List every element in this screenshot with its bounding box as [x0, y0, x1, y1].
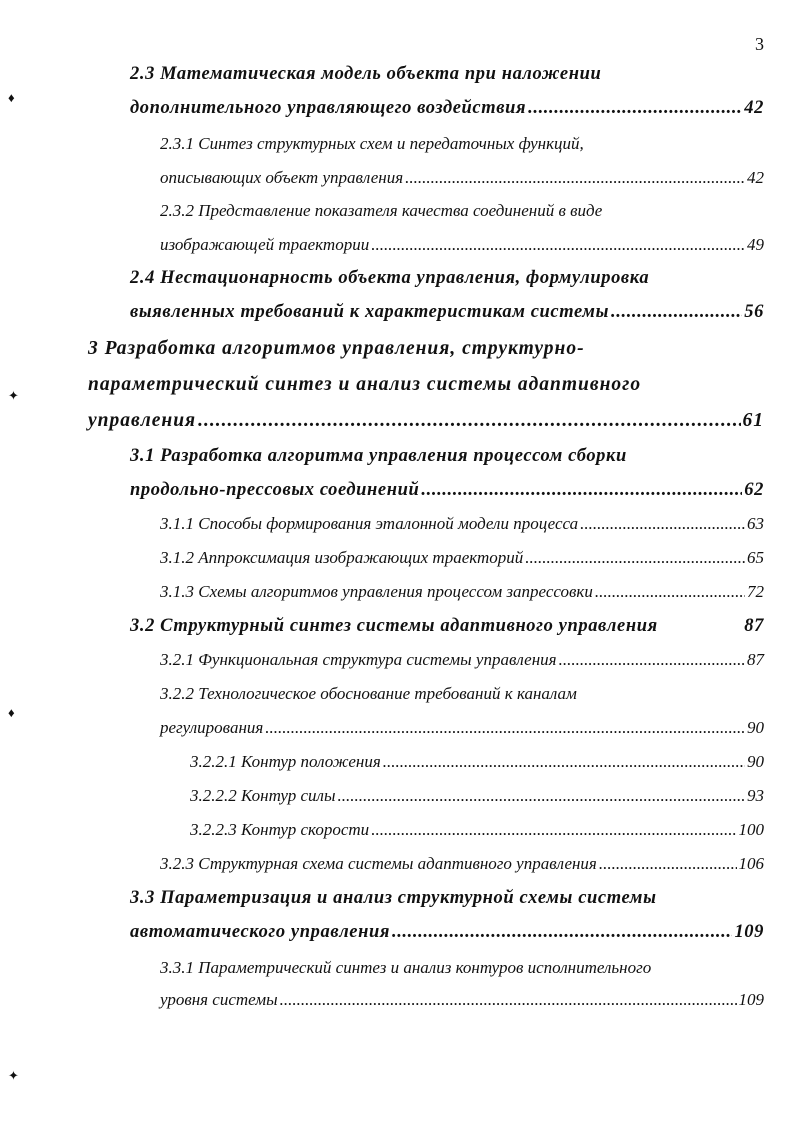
toc-entry-text: выявленных требований к характеристикам системы: [130, 302, 610, 322]
toc-entry-text: управления: [88, 410, 197, 431]
toc-entry-3-2[interactable]: [130, 616, 764, 637]
toc-entry-text: 3.1 Разработка алгоритма управления процессом сборки: [130, 446, 627, 466]
toc-entry-2-3-2-line2[interactable]: [160, 235, 764, 255]
toc-leader-dots: [265, 718, 745, 738]
toc-entry-3-2-2-line1[interactable]: [160, 684, 577, 704]
punch-mark-icon: ✦: [8, 388, 19, 403]
toc-page-number: 61: [742, 410, 764, 431]
toc-entry-text: описывающих объект управления: [160, 168, 404, 187]
toc-entry-3-1-2[interactable]: [160, 548, 764, 568]
punch-mark-icon: ♦: [8, 90, 15, 105]
toc-leader-dots: [383, 752, 745, 772]
toc-leader-dots: [405, 168, 745, 188]
toc-page-number: 93: [747, 786, 764, 805]
toc-entry-text: параметрический синтез и анализ системы адаптивного: [88, 374, 642, 395]
toc-entry-text: 3.3.1 Параметрический синтез и анализ контуров исполнительного: [160, 958, 652, 977]
toc-entry-text: 3.2 Структурный синтез системы адаптивного управления: [130, 616, 658, 636]
toc-entry-text: 2.4 Нестационарность объекта управления, формулировка: [130, 268, 650, 288]
toc-page-number: 109: [738, 990, 764, 1009]
toc-page-number: 90: [747, 718, 764, 737]
toc-entry-3-3-line2[interactable]: [130, 922, 764, 943]
toc-leader-dots: [580, 514, 745, 534]
toc-entry-text: автоматического управления: [130, 922, 390, 942]
toc-entry-3-1-line1[interactable]: [130, 446, 627, 467]
punch-mark-icon: ♦: [8, 705, 15, 720]
toc-page-number: 106: [738, 854, 764, 873]
toc-entry-2-3-2-line1[interactable]: [160, 201, 602, 221]
toc-entry-text: дополнительного управляющего воздействия: [130, 98, 527, 118]
toc-entry-text: 2.3 Математическая модель объекта при наложении: [130, 64, 602, 84]
toc-leader-dots: [198, 410, 740, 432]
toc-page-number: 87: [747, 650, 764, 669]
toc-leader-dots: [559, 650, 745, 670]
toc-entry-text: 2.3.2 Представление показателя качества соединений в виде: [160, 201, 603, 220]
punch-mark-icon: ✦: [8, 1068, 19, 1083]
toc-entry-text: 3.3 Параметризация и анализ структурной схемы системы: [130, 888, 657, 908]
toc-entry-text: 2.3.1 Синтез структурных схем и передаточных функций,: [160, 134, 584, 153]
toc-entry-3-2-2-line2[interactable]: [160, 718, 764, 738]
toc-entry-text: 3.2.2 Технологическое обоснование требований к каналам: [160, 684, 577, 703]
toc-entry-3-line3[interactable]: [88, 410, 764, 432]
toc-entry-2-4-line2[interactable]: [130, 302, 764, 323]
toc-entry-3-2-1[interactable]: [160, 650, 764, 670]
toc-entry-text: 3.1.3 Схемы алгоритмов управления процессом запрессовки: [160, 582, 593, 601]
toc-page-number: 42: [747, 168, 764, 187]
toc-page-number: 90: [747, 752, 764, 771]
toc-entry-3-3-1-line2[interactable]: [160, 990, 764, 1010]
toc-entry-3-1-line2[interactable]: [130, 480, 764, 501]
toc-entry-text: 3 Разработка алгоритмов управления, структурно-: [88, 338, 585, 359]
toc-leader-dots: [371, 820, 736, 840]
toc-entry-3-2-3[interactable]: [160, 854, 764, 874]
toc-entry-text: уровня системы: [160, 990, 278, 1009]
toc-page-number: 65: [747, 548, 764, 567]
toc-entry-3-1-1[interactable]: [160, 514, 764, 534]
toc-entry-3-line2[interactable]: [88, 374, 641, 396]
toc-entry-3-1-3[interactable]: [160, 582, 764, 602]
toc-leader-dots: [611, 302, 742, 323]
toc-leader-dots: [528, 98, 742, 119]
toc-entry-2-3-1-line2[interactable]: [160, 168, 764, 188]
toc-entry-2-3-line1[interactable]: [130, 64, 601, 85]
toc-entry-3-line1[interactable]: [88, 338, 585, 360]
toc-entry-text: 3.2.2.2 Контур силы: [190, 786, 336, 805]
toc-leader-dots: [280, 990, 737, 1010]
toc-entry-3-2-2-1[interactable]: [190, 752, 764, 772]
toc-entry-text: 3.2.1 Функциональная структура системы управления: [160, 650, 557, 669]
toc-leader-dots: [599, 854, 737, 874]
toc-page-number: 49: [747, 235, 764, 254]
toc-page-number: 100: [738, 820, 764, 839]
toc-entry-text: 3.2.3 Структурная схема системы адаптивного управления: [160, 854, 597, 873]
toc-entry-text: изображающей траектории: [160, 235, 370, 254]
toc-entry-2-3-line2[interactable]: [130, 98, 764, 119]
toc-page-number: 72: [747, 582, 764, 601]
toc-page-number: 63: [747, 514, 764, 533]
toc-entry-text: продольно-прессовых соединений: [130, 480, 420, 500]
toc-page-number: 87: [744, 616, 764, 636]
toc-entry-text: 3.1.1 Способы формирования эталонной модели процесса: [160, 514, 579, 533]
page-number: 3: [755, 34, 764, 54]
toc-page-number: 42: [744, 98, 764, 118]
toc-leader-dots: [392, 922, 732, 943]
toc-entry-3-3-1-line1[interactable]: [160, 958, 651, 978]
toc-entry-3-3-line1[interactable]: [130, 888, 657, 909]
toc-leader-dots: [337, 786, 745, 806]
toc-leader-dots: [371, 235, 745, 255]
toc-entry-2-4-line1[interactable]: [130, 268, 649, 289]
toc-leader-dots: [525, 548, 745, 568]
toc-leader-dots: [421, 480, 742, 501]
toc-entry-text: регулирования: [160, 718, 264, 737]
toc-leader-dots: [595, 582, 745, 602]
toc-entry-3-2-2-3[interactable]: [190, 820, 764, 840]
toc-page-number: 56: [744, 302, 764, 322]
toc-entry-text: 3.2.2.3 Контур скорости: [190, 820, 370, 839]
toc-page-number: 62: [744, 480, 764, 500]
toc-entry-3-2-2-2[interactable]: [190, 786, 764, 806]
toc-entry-2-3-1-line1[interactable]: [160, 134, 584, 154]
toc-entry-text: 3.2.2.1 Контур положения: [190, 752, 381, 771]
toc-entry-text: 3.1.2 Аппроксимация изображающих траекторий: [160, 548, 524, 567]
toc-page-number: 109: [734, 922, 764, 942]
